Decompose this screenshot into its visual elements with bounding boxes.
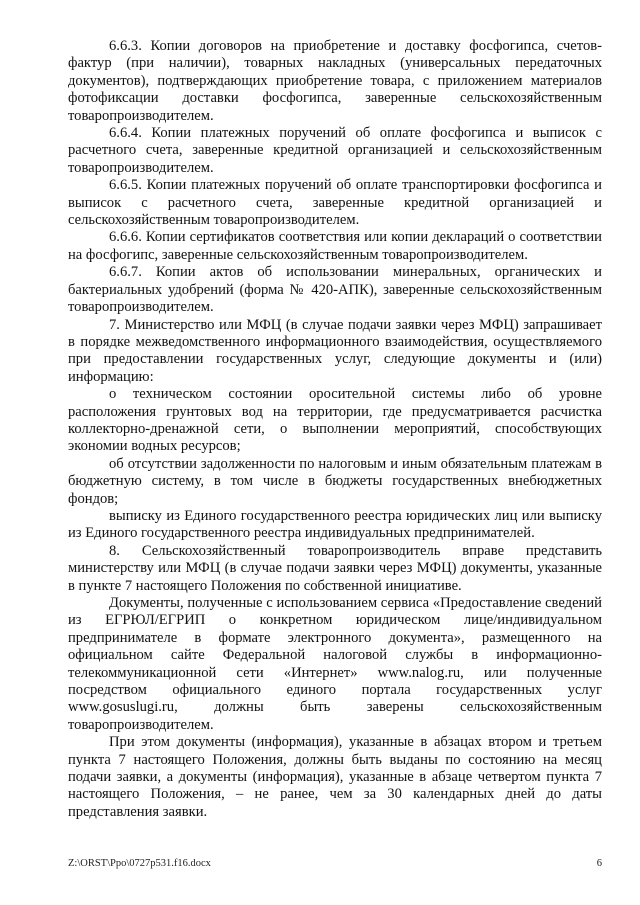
- paragraph-8-validity: При этом документы (информация), указанные в абзацах втором и третьем пункта 7 настоящего Положения, должны быть выданы по состоянию на месяц подачи заявки, а документы (информация), указанные в абзаце четвертом пункта 7 настоящего Положения, – не ранее, чем за 30 календарных дней до даты представления заявки.: [68, 734, 602, 820]
- paragraph-7-item-tax-debt: об отсутствии задолженности по налоговым и иным обязательным платежам в бюджетную систему, в том числе в бюджеты государственных внебюджетных фондов;: [68, 455, 602, 507]
- document-body: [68, 38, 602, 821]
- paragraph-6-6-7: 6.6.7. Копии актов об использовании минеральных, органических и бактериальных удобрений (форма № 420-АПК), заверенные сельскохозяйственным товаропроизводителем.: [68, 264, 602, 316]
- paragraph-6-6-6: 6.6.6. Копии сертификатов соответствия или копии деклараций о соответствии на фосфогипс, заверенные сельскохозяйственным товаропроизводителем.: [68, 229, 602, 263]
- page-footer: [68, 858, 602, 869]
- paragraph-7-item-registry-extract: выписку из Единого государственного реестра юридических лиц или выписку из Единого государственного реестра индивидуальных предпринимателей.: [68, 507, 602, 542]
- paragraph-8-documents: Документы, полученные с использованием сервиса «Предоставление сведений из ЕГРЮЛ/ЕГРИП о конкретном юридическом лице/индивидуальном предпринимателе в формате электронного документа», размещенного на официальном сайте Федеральной налоговой службы в информационно-телекоммуникационной сети «Интернет» www.nalog.ru, или полученные посредством официального единого портала государственных услуг www.gosuslugi.ru, должны быть заверены сельскохозяйственным товаропроизводителем.: [68, 595, 602, 733]
- paragraph-6-6-3: 6.6.3. Копии договоров на приобретение и доставку фосфогипса, счетов-фактур (при наличии), товарных накладных (универсальных передаточных документов), подтверждающих приобретение товара, с приложением материалов фотофиксации доставки фосфогипса, заверенные сельскохозяйственным товаропроизводителем.: [68, 38, 602, 124]
- paragraph-6-6-4: 6.6.4. Копии платежных поручений об оплате фосфогипса и выписок с расчетного счета, заверенные кредитной организацией и сельскохозяйственным товаропроизводителем.: [68, 125, 602, 176]
- paragraph-8: 8. Сельскохозяйственный товаропроизводитель вправе представить министерству или МФЦ (в случае подачи заявки через МФЦ) документы, указанные в пункте 7 настоящего Положения по собственной инициативе.: [68, 542, 602, 594]
- paragraph-7: 7. Министерство или МФЦ (в случае подачи заявки через МФЦ) запрашивает в порядке межведомственного информационного взаимодействия, осуществляемого при предоставлении государственных услуг, следующие документы и (или) информацию:: [68, 316, 602, 385]
- footer-file-path: Z:\ORST\Ppo\0727p531.f16.docx: [68, 858, 211, 869]
- paragraph-7-item-irrigation: о техническом состоянии оросительной системы либо об уровне расположения грунтовых вод на территории, где предусматривается расчистка коллекторно-дренажной сети, о выполнении мероприятий, способствующих экономии водных ресурсов;: [68, 386, 602, 455]
- footer-page-number: 6: [596, 858, 602, 869]
- paragraph-6-6-5: 6.6.5. Копии платежных поручений об оплате транспортировки фосфогипса и выписок с расчетного счета, заверенные кредитной организацией и сельскохозяйственным товаропроизводителем.: [68, 177, 602, 229]
